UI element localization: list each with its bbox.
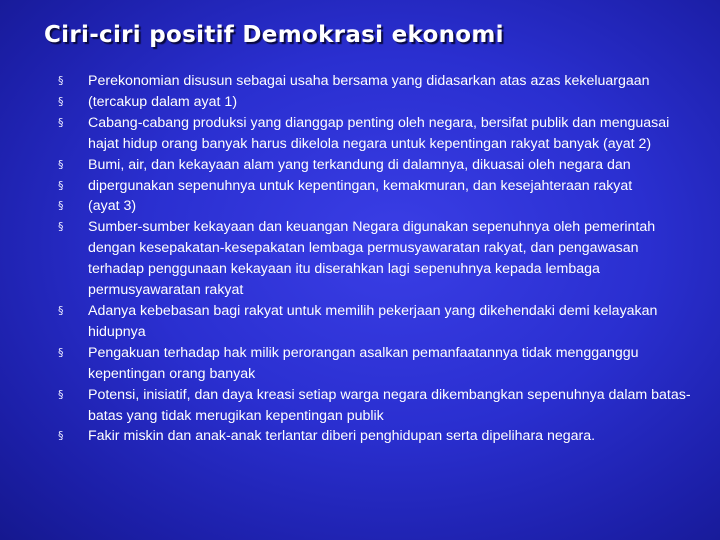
square-bullet-icon: §: [58, 387, 64, 401]
square-bullet-icon: §: [58, 178, 64, 192]
list-item: [58, 92, 698, 113]
square-bullet-icon: §: [58, 115, 64, 129]
bullet-list: [58, 71, 698, 447]
list-item-text: (ayat 3): [88, 198, 137, 215]
square-bullet-icon: §: [58, 220, 64, 234]
list-item: [58, 385, 698, 427]
list-item: [58, 301, 698, 343]
list-item-text: Sumber-sumber kekayaan dan keuangan Negara digunakan sepenuhnya oleh pemerintah dengan kesepakatan-kesepakatan lembaga permusyawaratan rakyat, dan pengawasan terhadap penggunaan kekayaan itu diserahkan lagi sepenuhnya kepada lembaga permusyawaratan rakyat: [88, 219, 656, 299]
list-item: [58, 217, 698, 301]
square-bullet-icon: §: [58, 157, 64, 171]
square-bullet-icon: §: [58, 199, 64, 213]
square-bullet-icon: §: [58, 74, 64, 87]
list-item: [58, 155, 698, 176]
square-bullet-icon: §: [58, 303, 64, 317]
list-item: [58, 196, 698, 217]
list-item-text: dipergunakan sepenuhnya untuk kepentingan, kemakmuran, dan kesejahteraan rakyat: [88, 177, 633, 194]
list-item: [58, 71, 698, 92]
square-bullet-icon: §: [58, 429, 64, 443]
list-item-text: Pengakuan terhadap hak milik perorangan asalkan pemanfaatannya tidak mengganggu kepentingan orang banyak: [88, 344, 639, 382]
list-item-text: Adanya kebebasan bagi rakyat untuk memilih pekerjaan yang dikehendaki demi kelayakan hidupnya: [88, 302, 658, 340]
list-item-text: Perekonomian disusun sebagai usaha bersama yang didasarkan atas azas kekeluargaan: [88, 73, 650, 89]
list-item: [58, 343, 698, 385]
list-item-text: Potensi, inisiatif, dan daya kreasi setiap warga negara dikembangkan sepenuhnya dalam batas-batas yang tidak merugikan kepentingan publik: [88, 386, 691, 424]
slide-title: Ciri-ciri positif Demokrasi ekonomi: [44, 22, 504, 48]
list-item: [58, 426, 698, 447]
square-bullet-icon: §: [58, 94, 64, 108]
list-item: [58, 176, 698, 197]
list-item-text: Cabang-cabang produksi yang dianggap penting oleh negara, bersifat publik dan menguasai hajat hidup orang banyak harus dikelola negara untuk kepentingan rakyat banyak (ayat 2): [88, 114, 670, 152]
list-item-text: Bumi, air, dan kekayaan alam yang terkandung di dalamnya, dikuasai oleh negara dan: [88, 156, 631, 173]
list-item-text: Fakir miskin dan anak-anak terlantar diberi penghidupan serta dipelihara negara.: [88, 428, 596, 445]
list-item: [58, 113, 698, 155]
square-bullet-icon: §: [58, 345, 64, 359]
list-item-text: (tercakup dalam ayat 1): [88, 93, 238, 110]
